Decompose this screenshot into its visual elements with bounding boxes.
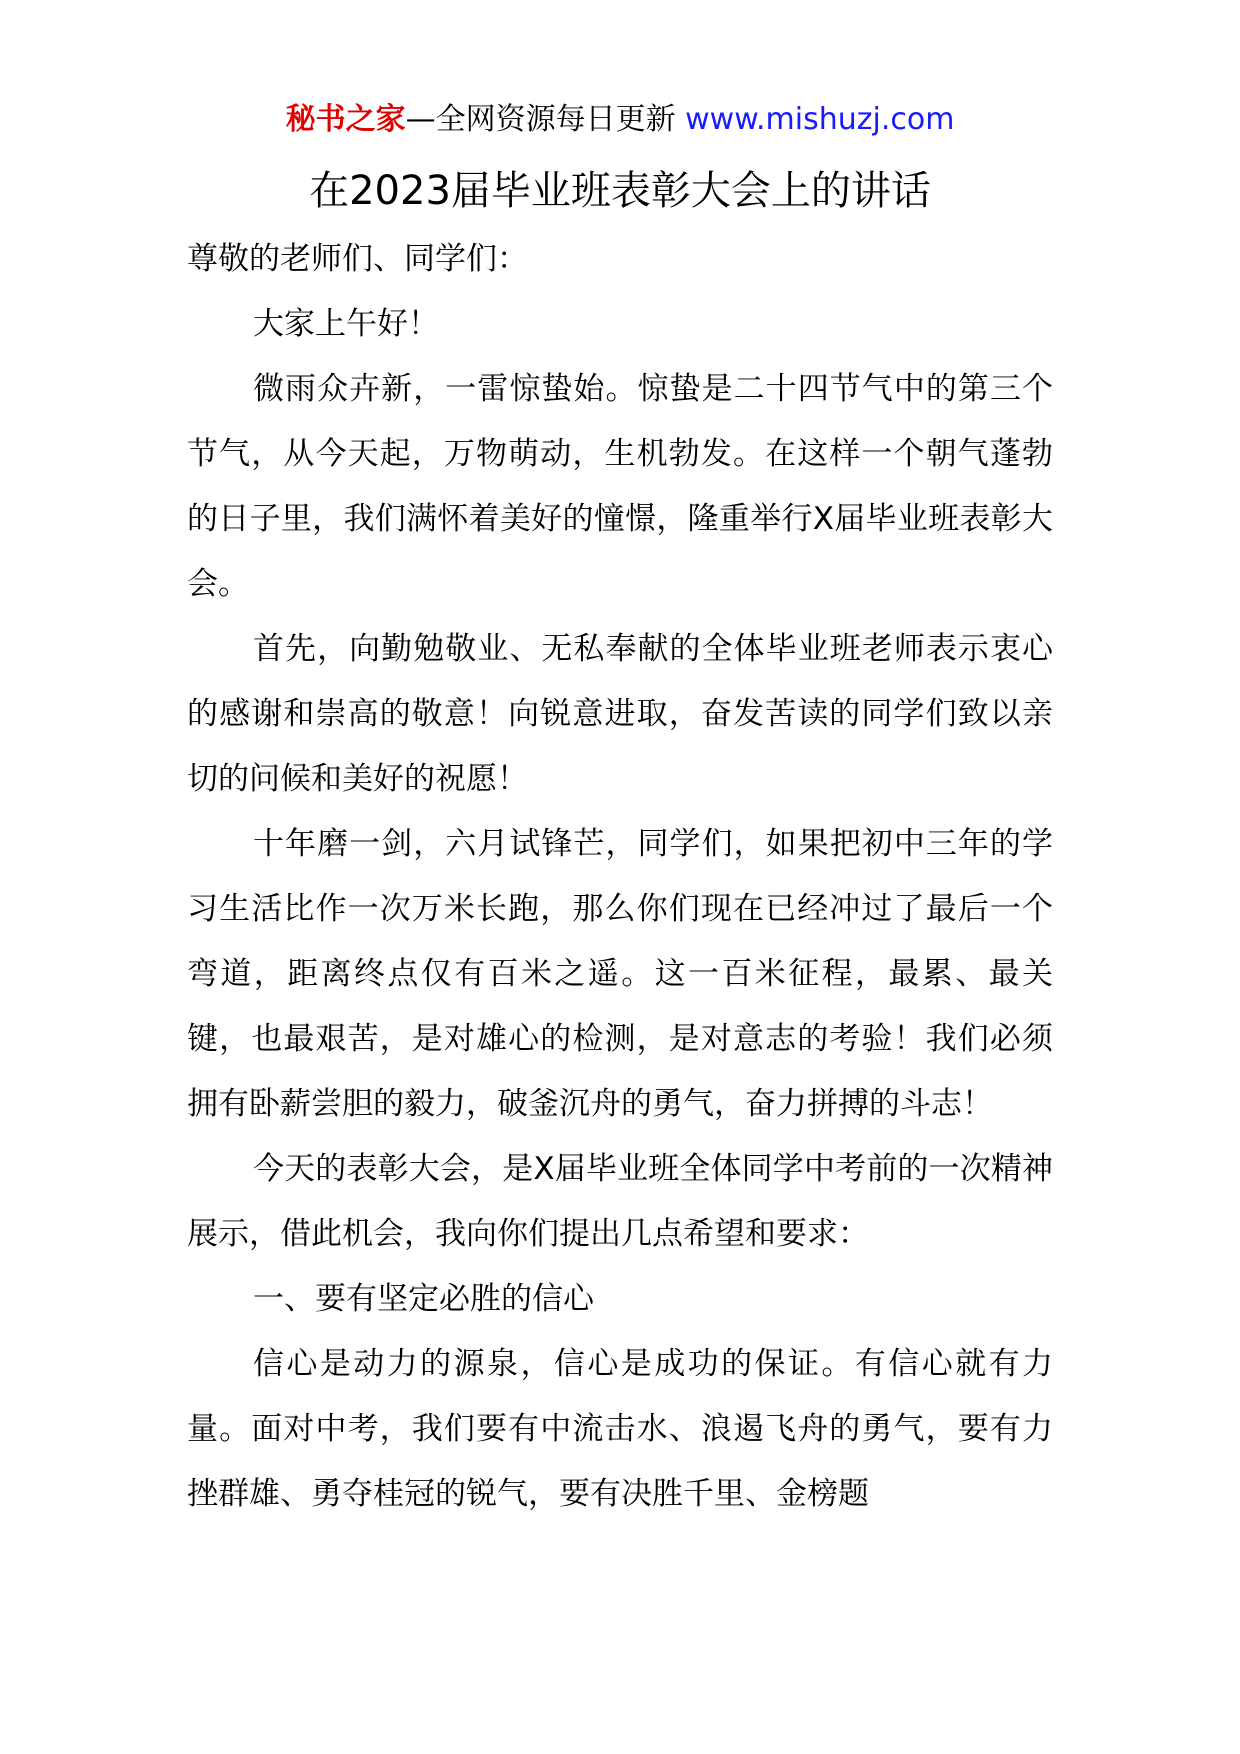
site-header — [0, 100, 1240, 140]
brand-name: 秘书之家 — [285, 102, 406, 137]
document-title: 在2023届毕业班表彰大会上的讲话 — [309, 168, 931, 214]
paragraph: 十年磨一剑，六月试锋芒，同学们，如果把初中三年的学习生活比作一次万米长跑，那么你们现在已经冲过了最后一个弯道，距离终点仅有百米之遥。这一百米征程，最累、最关键，也最艰苦，是对雄心的检测，是对意志的考验！我们必须拥有卧薪尝胆的毅力，破釜沉舟的勇气，奋力拼搏的斗志！ — [187, 826, 1053, 1122]
salutation: 尊敬的老师们、同学们： — [187, 241, 528, 277]
header-tagline: —全网资源每日更新 — [405, 102, 676, 137]
paragraph: 微雨众卉新，一雷惊蛰始。惊蛰是二十四节气中的第三个节气，从今天起，万物萌动，生机勃发。在这样一个朝气蓬勃的日子里，我们满怀着美好的憧憬，隆重举行X届毕业班表彰大会。 — [187, 371, 1053, 602]
paragraph: 大家上午好！ — [253, 306, 439, 342]
site-url-link[interactable]: www.mishuzj.com — [685, 102, 955, 137]
paragraph: 信心是动力的源泉，信心是成功的保证。有信心就有力量。面对中考，我们要有中流击水、浪遏飞舟的勇气，要有力挫群雄、勇夺桂冠的锐气，要有决胜千里、金榜题 — [187, 1346, 1053, 1512]
paragraph: 首先，向勤勉敬业、无私奉献的全体毕业班老师表示衷心的感谢和崇高的敬意！向锐意进取，奋发苦读的同学们致以亲切的问候和美好的祝愿！ — [187, 631, 1053, 797]
document-body — [187, 227, 1053, 1527]
paragraph: 今天的表彰大会，是X届毕业班全体同学中考前的一次精神展示，借此机会，我向你们提出几点希望和要求： — [187, 1151, 1053, 1252]
section-heading: 一、要有坚定必胜的信心 — [253, 1281, 594, 1317]
